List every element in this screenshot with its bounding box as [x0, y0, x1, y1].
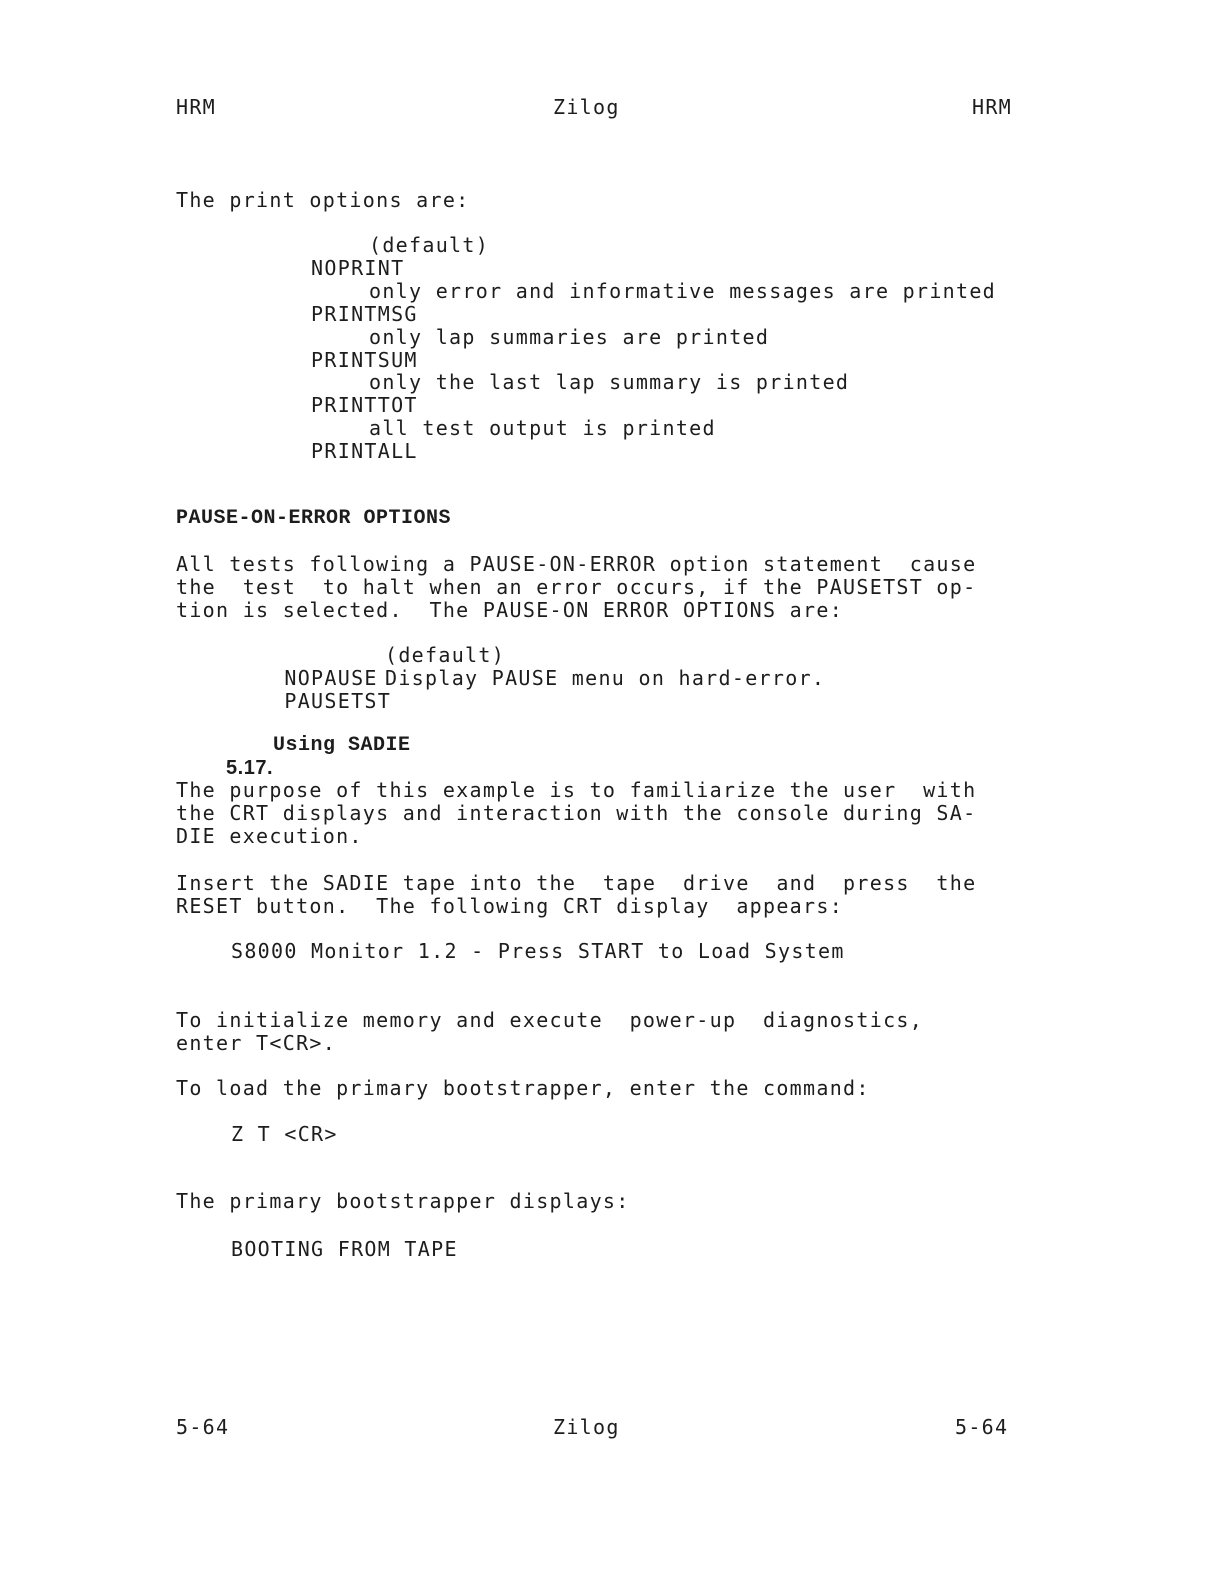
- option-name: PRINTSUM: [311, 348, 418, 372]
- command-text: Z T <CR>: [231, 1122, 338, 1146]
- paragraph-line: DIE execution.: [176, 824, 363, 848]
- option-name: PRINTALL: [311, 439, 418, 463]
- option-description: only error and informative messages are printed: [369, 279, 997, 303]
- option-name: NOPRINT: [311, 256, 405, 280]
- option-name: PRINTTOT: [311, 393, 418, 417]
- pause-paragraph-line: tion is selected. The PAUSE-ON ERROR OPTIONS are:: [176, 598, 844, 622]
- paragraph-line: the CRT displays and interaction with the console during SA-: [176, 801, 977, 825]
- pause-option-row: [231, 666, 826, 736]
- header-left: HRM: [176, 95, 217, 119]
- boot-display-text: BOOTING FROM TAPE: [231, 1237, 458, 1261]
- option-description: all test output is printed: [369, 416, 716, 440]
- footer-right: 5-64: [955, 1415, 1009, 1439]
- print-options-intro: The print options are:: [176, 188, 470, 212]
- paragraph-line: RESET button. The following CRT display appears:: [176, 894, 844, 918]
- option-name: NOPAUSE: [284, 666, 378, 690]
- option-name: PAUSETST: [284, 689, 392, 713]
- section-title: Using SADIE: [273, 734, 411, 757]
- section-number: 5.17.: [226, 757, 273, 779]
- header-center: Zilog: [553, 95, 620, 119]
- option-description: only lap summaries are printed: [369, 325, 770, 349]
- footer-left: 5-64: [176, 1415, 230, 1439]
- print-option-row: [231, 416, 716, 486]
- pause-section-heading: PAUSE-ON-ERROR OPTIONS: [176, 507, 452, 530]
- paragraph-line: To initialize memory and execute power-up diagnostics,: [176, 1008, 924, 1032]
- crt-display-text: S8000 Monitor 1.2 - Press START to Load System: [231, 939, 845, 963]
- header-right: HRM: [972, 95, 1013, 119]
- option-description: (default): [385, 643, 506, 667]
- pause-paragraph-line: All tests following a PAUSE-ON-ERROR option statement cause: [176, 552, 977, 576]
- option-description: (default): [369, 233, 490, 257]
- option-name: PRINTMSG: [311, 302, 418, 326]
- paragraph-line: The purpose of this example is to familiarize the user with: [176, 778, 977, 802]
- option-description: only the last lap summary is printed: [369, 370, 850, 394]
- paragraph-line: Insert the SADIE tape into the tape drive and press the: [176, 871, 977, 895]
- option-description: Display PAUSE menu on hard-error.: [385, 666, 826, 690]
- paragraph-line: enter T<CR>.: [176, 1031, 337, 1055]
- footer-center: Zilog: [553, 1415, 620, 1439]
- pause-paragraph-line: the test to halt when an error occurs, if the PAUSETST op-: [176, 575, 977, 599]
- paragraph-line: To load the primary bootstrapper, enter the command:: [176, 1076, 870, 1100]
- paragraph-line: The primary bootstrapper displays:: [176, 1189, 630, 1213]
